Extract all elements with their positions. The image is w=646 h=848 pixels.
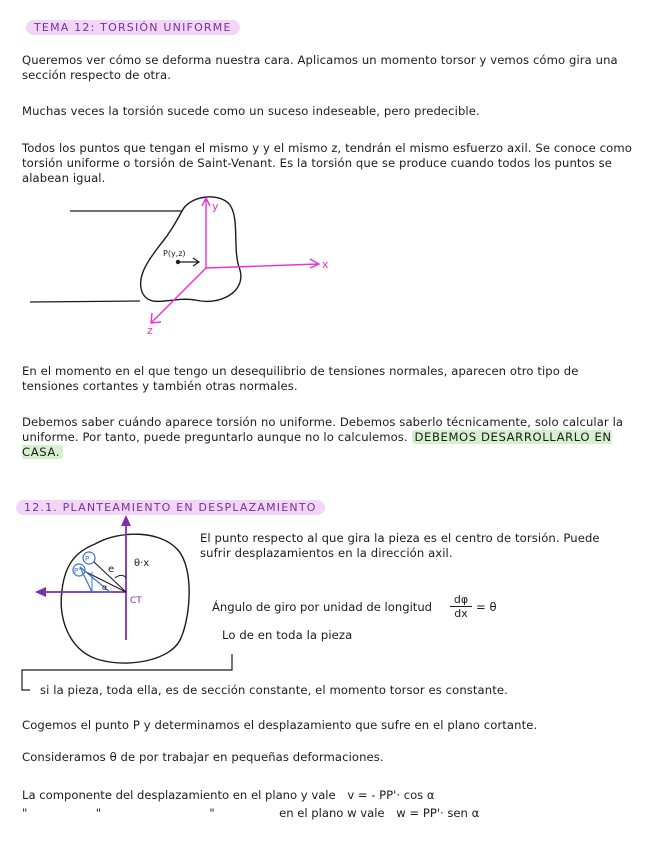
formula-row bbox=[212, 593, 632, 620]
formula-den: dx bbox=[450, 606, 472, 620]
component-w-eq: w = PP'· sen α bbox=[396, 806, 480, 820]
formula-fraction bbox=[450, 593, 472, 620]
formula-rhs: = θ bbox=[476, 599, 497, 614]
component-line-w bbox=[22, 806, 632, 820]
paragraph-pequenas-deformaciones: Consideramos θ de por trabajar en pequeñas deformaciones. bbox=[22, 750, 384, 764]
label-e: e bbox=[108, 564, 115, 575]
label-p: P bbox=[85, 555, 90, 563]
subsection-title: 12.1. PLANTEAMIENTO EN DESPLAZAMIENTO bbox=[16, 500, 325, 515]
section-title: TEMA 12: TORSIÓN UNIFORME bbox=[26, 20, 240, 35]
paragraph-saint-venant: Todos los puntos que tengan el mismo y y el mismo z, tendrán el mismo esfuerzo axil. Se conoce como torsión uniforme o torsión de Saint-Venant. Es la torsión que se produce cuando todos los puntos se alabean igual. bbox=[22, 141, 632, 185]
paragraph-toda-pieza: Lo de en toda la pieza bbox=[222, 628, 353, 642]
no-uniforme-text: Debemos saber cuándo aparece torsión no uniforme. Debemos saberlo técnicamente, solo calcular la uniforme. Por tanto, puede preguntarlo aunque no lo calculemos. bbox=[22, 415, 624, 444]
highlight-develop-at-home: DEBEMOS DESARROLLARLO EN CASA. bbox=[22, 430, 612, 459]
label-alpha: α bbox=[102, 583, 108, 592]
paragraph-centro-torsion: El punto respecto al que gira la pieza es el centro de torsión. Puede sufrir desplazamientos en la dirección axil. bbox=[200, 531, 600, 560]
ditto-2: " bbox=[95, 806, 102, 820]
label-theta-x: θ·x bbox=[134, 558, 150, 569]
component-v-text: La componente del desplazamiento en el plano y vale bbox=[22, 788, 336, 802]
paragraph-intro: Queremos ver cómo se deforma nuestra cara. Aplicamos un momento torsor y vemos cómo gira una sección respecto de otra. bbox=[22, 53, 618, 82]
paragraph-desequilibrio: En el momento en el que tengo un desequilibrio de tensiones normales, aparecen otro tipo de tensiones cortantes y también otras normales. bbox=[22, 364, 579, 393]
label-ct: CT bbox=[130, 596, 142, 606]
label-p-prime: P' bbox=[74, 567, 81, 575]
theta-arc bbox=[115, 575, 126, 578]
ditto-3: " bbox=[209, 806, 215, 820]
point-p-label: P(y,z) bbox=[163, 249, 186, 258]
axis-horizontal-arrow bbox=[35, 587, 46, 597]
formula-text: Ángulo de giro por unidad de longitud bbox=[212, 599, 433, 614]
paragraph-indeseable: Muchas veces la torsión sucede como un suceso indeseable, pero predecible. bbox=[22, 104, 480, 118]
component-v-eq: v = - PP'· cos α bbox=[347, 788, 435, 802]
component-w-text: en el plano w vale bbox=[279, 806, 385, 820]
component-line-v bbox=[22, 788, 632, 802]
axis-vertical-arrow bbox=[121, 515, 131, 526]
paragraph-punto-p: Cogemos el punto P y determinamos el desplazamiento que sufre en el plano cortante. bbox=[22, 718, 538, 732]
paragraph-seccion-constante: si la pieza, toda ella, es de sección constante, el momento torsor es constante. bbox=[40, 683, 508, 697]
formula-num: dφ bbox=[453, 593, 469, 606]
axis-z-label: z bbox=[147, 324, 153, 337]
axis-x-label: x bbox=[322, 258, 329, 271]
ditto-1: " bbox=[22, 806, 28, 820]
axis-y-label: y bbox=[212, 200, 219, 213]
